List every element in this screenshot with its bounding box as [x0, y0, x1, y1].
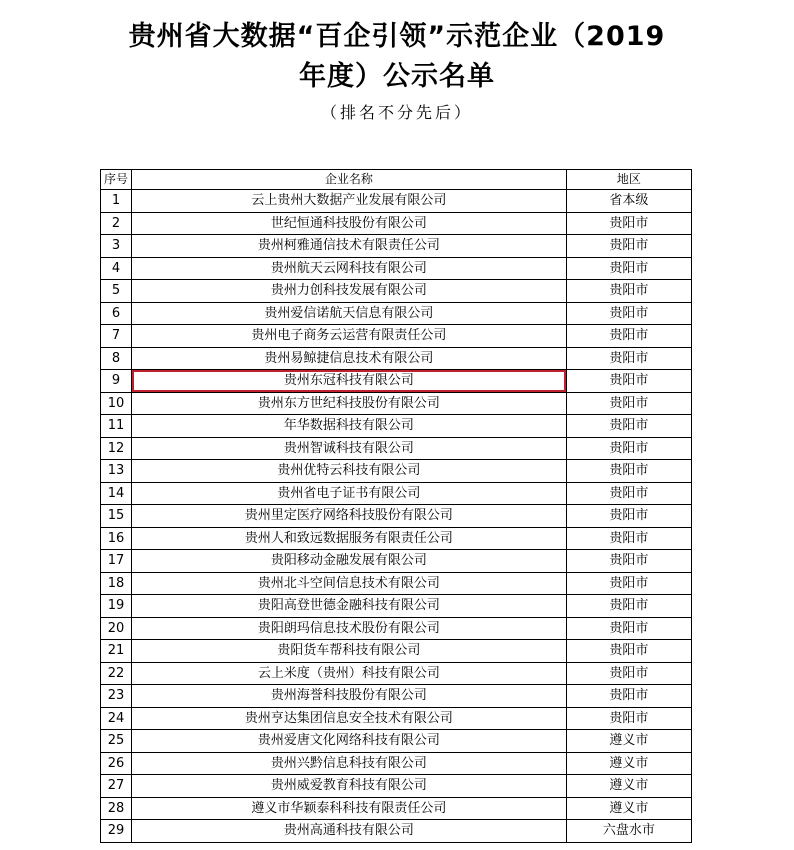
- row-number: 10: [101, 392, 132, 415]
- row-number: 21: [101, 640, 132, 663]
- row-number: 2: [101, 212, 132, 235]
- company-name: 贵州爱信诺航天信息有限公司: [132, 302, 567, 325]
- region: 贵阳市: [566, 257, 691, 280]
- row-number: 19: [101, 595, 132, 618]
- table-row: [101, 707, 692, 730]
- region: 贵阳市: [566, 572, 691, 595]
- table-row: [101, 460, 692, 483]
- table-body: [101, 190, 692, 843]
- company-name: 贵阳朗玛信息技术股份有限公司: [132, 617, 567, 640]
- company-name: 世纪恒通科技股份有限公司: [132, 212, 567, 235]
- table-row: [101, 280, 692, 303]
- page-title-line-2: 年度）公示名单: [299, 61, 495, 92]
- company-name: 贵州优特云科技有限公司: [132, 460, 567, 483]
- page-subtitle: （排名不分先后）: [320, 103, 473, 122]
- region: 贵阳市: [566, 392, 691, 415]
- company-name: 贵州爱唐文化网络科技有限公司: [132, 730, 567, 753]
- region: 贵阳市: [566, 685, 691, 708]
- table-row: [101, 302, 692, 325]
- table-row: [101, 550, 692, 573]
- row-number: 15: [101, 505, 132, 528]
- region: 遵义市: [566, 730, 691, 753]
- row-number: 5: [101, 280, 132, 303]
- table-row: [101, 235, 692, 258]
- region: 遵义市: [566, 752, 691, 775]
- company-name: 贵州东方世纪科技股份有限公司: [132, 392, 567, 415]
- region: 贵阳市: [566, 302, 691, 325]
- enterprise-table: [100, 169, 692, 843]
- company-name: 贵州兴黔信息科技有限公司: [132, 752, 567, 775]
- region: 贵阳市: [566, 437, 691, 460]
- region: 贵阳市: [566, 280, 691, 303]
- table-row: [101, 640, 692, 663]
- row-number: 24: [101, 707, 132, 730]
- company-name: 贵阳货车帮科技有限公司: [132, 640, 567, 663]
- table-row: [101, 392, 692, 415]
- company-name: 贵州航天云网科技有限公司: [132, 257, 567, 280]
- table-row: [101, 797, 692, 820]
- region: 贵阳市: [566, 707, 691, 730]
- region: 省本级: [566, 190, 691, 213]
- region: 贵阳市: [566, 235, 691, 258]
- company-name: 遵义市华颖泰科科技有限责任公司: [132, 797, 567, 820]
- header-region: 地区: [566, 170, 691, 190]
- region: 贵阳市: [566, 460, 691, 483]
- row-number: 26: [101, 752, 132, 775]
- row-number: 29: [101, 820, 132, 843]
- row-number: 23: [101, 685, 132, 708]
- region: 贵阳市: [566, 505, 691, 528]
- row-number: 17: [101, 550, 132, 573]
- company-name: 云上贵州大数据产业发展有限公司: [132, 190, 567, 213]
- table-row: [101, 482, 692, 505]
- region: 贵阳市: [566, 617, 691, 640]
- table-row: [101, 820, 692, 843]
- row-number: 13: [101, 460, 132, 483]
- company-name: 贵州里定医疗网络科技股份有限公司: [132, 505, 567, 528]
- company-name: 贵州人和致远数据服务有限责任公司: [132, 527, 567, 550]
- table-row: [101, 190, 692, 213]
- row-number: 16: [101, 527, 132, 550]
- row-number: 22: [101, 662, 132, 685]
- company-name: 贵州智诚科技有限公司: [132, 437, 567, 460]
- table-row: [101, 752, 692, 775]
- row-number: 9: [101, 370, 132, 393]
- region: 贵阳市: [566, 212, 691, 235]
- company-name: 贵州易鲸捷信息技术有限公司: [132, 347, 567, 370]
- row-number: 8: [101, 347, 132, 370]
- company-name: 贵州海誉科技股份有限公司: [132, 685, 567, 708]
- table-row: [101, 685, 692, 708]
- table-row: [101, 662, 692, 685]
- header-num: 序号: [101, 170, 132, 190]
- company-name: 年华数据科技有限公司: [132, 415, 567, 438]
- region: 贵阳市: [566, 640, 691, 663]
- table-row: [101, 437, 692, 460]
- row-number: 7: [101, 325, 132, 348]
- row-number: 4: [101, 257, 132, 280]
- company-name: 云上米度（贵州）科技有限公司: [132, 662, 567, 685]
- region: 遵义市: [566, 797, 691, 820]
- company-name: 贵阳高登世德金融科技有限公司: [132, 595, 567, 618]
- row-number: 28: [101, 797, 132, 820]
- row-number: 25: [101, 730, 132, 753]
- row-number: 11: [101, 415, 132, 438]
- region: 贵阳市: [566, 347, 691, 370]
- region: 贵阳市: [566, 595, 691, 618]
- row-number: 20: [101, 617, 132, 640]
- company-name: 贵州亨达集团信息安全技术有限公司: [132, 707, 567, 730]
- table-row: [101, 730, 692, 753]
- row-number: 12: [101, 437, 132, 460]
- company-name: 贵州力创科技发展有限公司: [132, 280, 567, 303]
- row-number: 27: [101, 775, 132, 798]
- table-row: [101, 415, 692, 438]
- company-name: 贵阳移动金融发展有限公司: [132, 550, 567, 573]
- company-name: 贵州东冠科技有限公司: [132, 370, 567, 393]
- table-row: [101, 325, 692, 348]
- row-number: 14: [101, 482, 132, 505]
- row-number: 18: [101, 572, 132, 595]
- table-row: [101, 617, 692, 640]
- company-name: 贵州柯雅通信技术有限责任公司: [132, 235, 567, 258]
- company-name: 贵州电子商务云运营有限责任公司: [132, 325, 567, 348]
- table-row: [101, 257, 692, 280]
- region: 贵阳市: [566, 370, 691, 393]
- table-row: [101, 527, 692, 550]
- table-row: [101, 775, 692, 798]
- table-row: [101, 505, 692, 528]
- table-row: [101, 212, 692, 235]
- header-name: 企业名称: [132, 170, 567, 190]
- region: 贵阳市: [566, 415, 691, 438]
- page-title-line-1: 贵州省大数据“百企引领”示范企业（2019: [128, 21, 666, 52]
- region: 六盘水市: [566, 820, 691, 843]
- row-number: 1: [101, 190, 132, 213]
- company-name: 贵州高通科技有限公司: [132, 820, 567, 843]
- region: 贵阳市: [566, 527, 691, 550]
- region: 贵阳市: [566, 325, 691, 348]
- table-header-row: [101, 170, 692, 190]
- table-row: [101, 347, 692, 370]
- company-name: 贵州省电子证书有限公司: [132, 482, 567, 505]
- company-name: 贵州威爱教育科技有限公司: [132, 775, 567, 798]
- row-number: 6: [101, 302, 132, 325]
- row-number: 3: [101, 235, 132, 258]
- region: 遵义市: [566, 775, 691, 798]
- region: 贵阳市: [566, 550, 691, 573]
- table-row: [101, 370, 692, 393]
- table-row: [101, 572, 692, 595]
- region: 贵阳市: [566, 482, 691, 505]
- table-row: [101, 595, 692, 618]
- company-name: 贵州北斗空间信息技术有限公司: [132, 572, 567, 595]
- region: 贵阳市: [566, 662, 691, 685]
